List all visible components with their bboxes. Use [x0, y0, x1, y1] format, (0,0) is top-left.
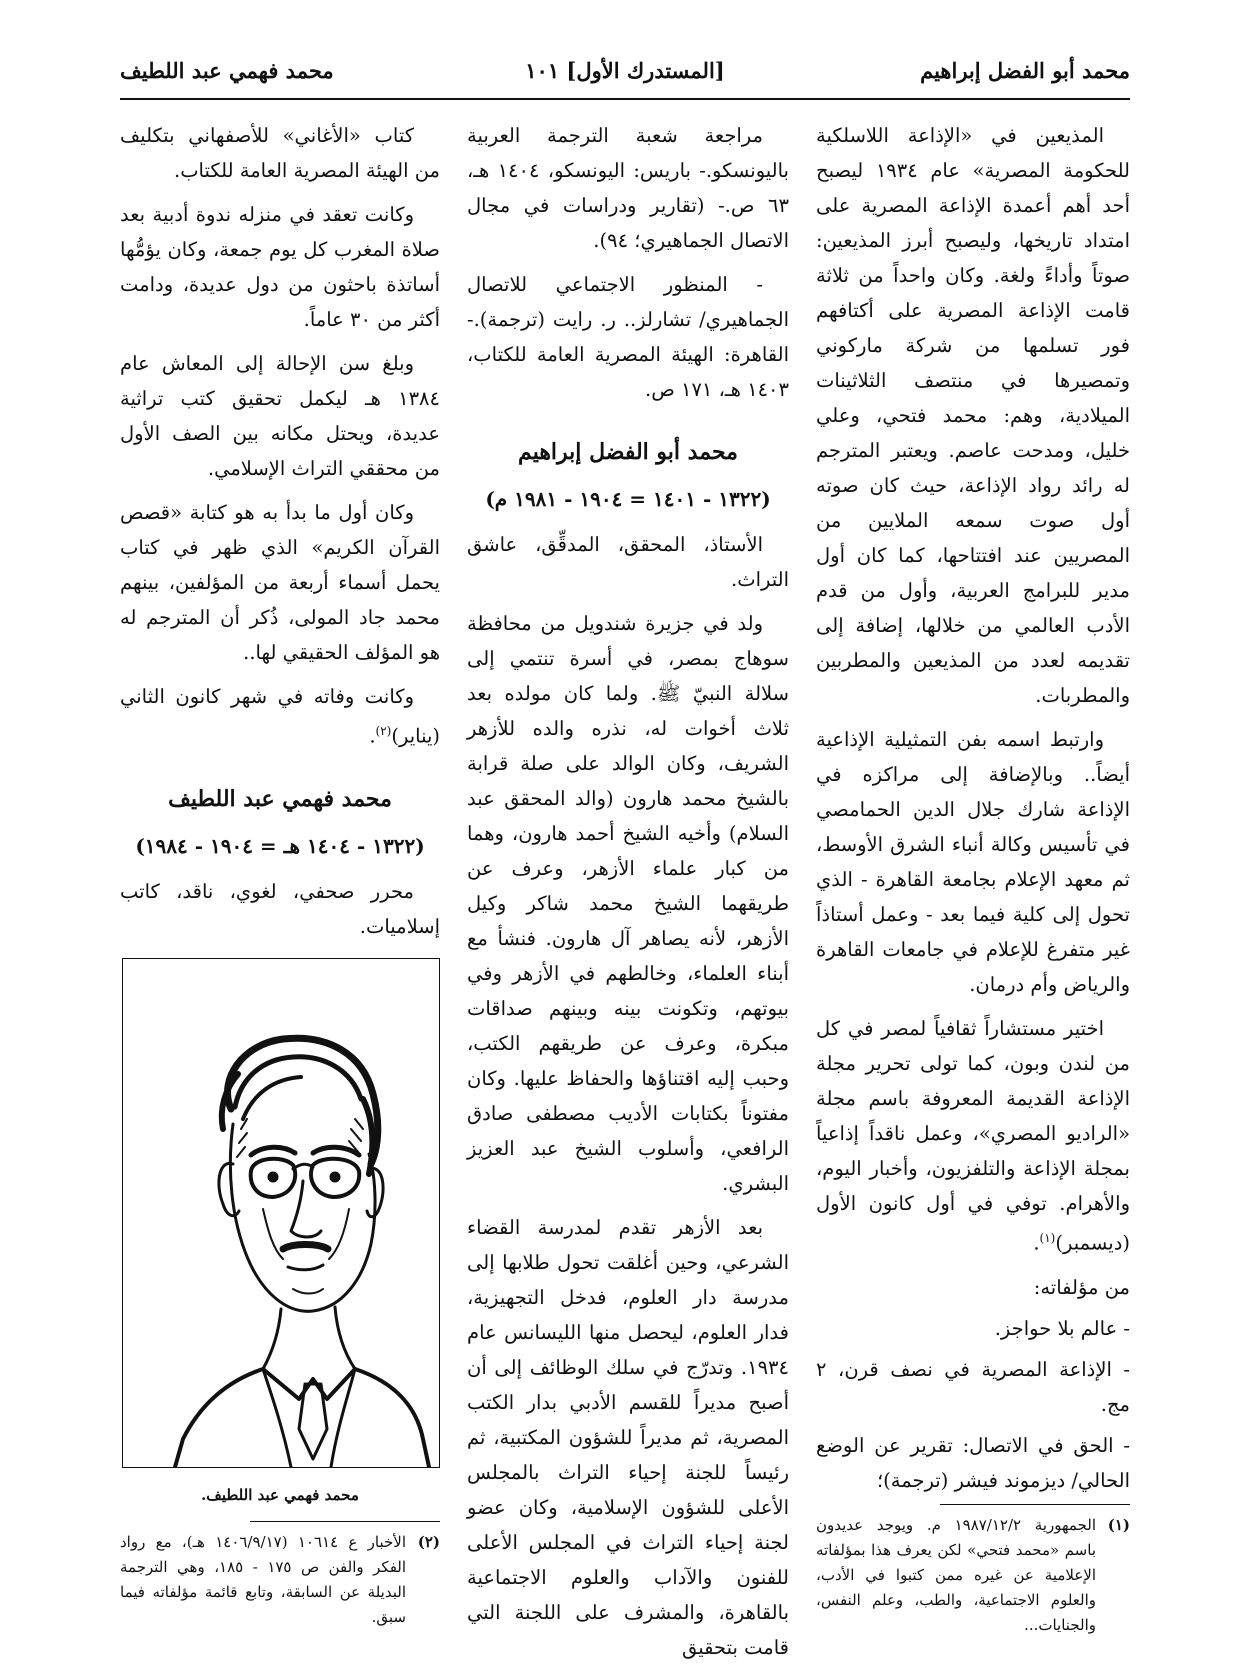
footnote-rule — [940, 1504, 1130, 1505]
paragraph — [816, 1011, 1130, 1261]
works-item: - الإذاعة المصرية في نصف قرن، ٢ مج. — [816, 1357, 1130, 1416]
column-left — [120, 118, 440, 1630]
portrait-sketch — [123, 959, 439, 1467]
biography-dates: (١٣٢٢ - ١٤٠٤ هـ = ١٩٠٤ - ١٩٨٤) — [135, 833, 425, 858]
header-center-volume-page: [المستدرك الأول] ١٠١ — [525, 58, 725, 83]
column-middle — [467, 118, 789, 1674]
works-label: من مؤلفاته: — [1033, 1275, 1130, 1299]
biography-dates: (١٣٢٢ - ١٤٠١ = ١٩٠٤ - ١٩٨١ م) — [485, 487, 771, 511]
portrait-illustration — [122, 958, 440, 1468]
paragraph: وارتبط اسمه بفن التمثيلية الإذاعية أيضاً.. وبالإضافة إلى مراكزه في الإذاعة شارك جلال الدين الحمامصي في تأسيس وكالة أنباء الشرق الأوسط، ثم معهد الإعلام بجامعة القاهرة - الذي تحول إلى كلية فيما بعد - وعمل أستاذاً غير متفرغ للإعلام في جامعات القاهرة والرياض وأم درمان. — [816, 728, 1130, 996]
footnote-number: (٢) — [417, 1532, 440, 1551]
portrait-caption: محمد فهمي عبد اللطيف. — [201, 1485, 359, 1504]
biography-title: محمد أبو الفضل إبراهيم — [518, 439, 738, 465]
footnote-rule — [250, 1521, 440, 1522]
paragraph: وبلغ سن الإحالة إلى المعاش عام ١٣٨٤ هـ ليكمل تحقيق كتب تراثية عديدة، ويحتل مكانه بين الصف الأول من محققي التراث الإسلامي. — [120, 352, 440, 480]
paragraph-text: اختير مستشاراً ثقافياً لمصر في كل من لندن وبون، كما تولى تحرير مجلة الإذاعة القديمة المعروفة باسم مجلة «الراديو المصري»، وعمل ناقداً إذاعياً بمجلة الإذاعة والتلفزيون، وأخبار اليوم، والأهرام. توفي في أول كانون الأول (ديسمبر) — [816, 1017, 1130, 1255]
column-right — [816, 118, 1130, 1638]
paragraph: - المنظور الاجتماعي للاتصال الجماهيري/ تشارلز.. ر. رايت (ترجمة).- القاهرة: الهيئة المصرية العامة للكتاب، ١٤٠٣ هـ، ١٧١ ص. — [467, 273, 789, 401]
paragraph: مراجعة شعبة الترجمة العربية باليونسكو.- باريس: اليونسكو، ١٤٠٤ هـ، ٦٣ ص.- (تقارير ودراسات في مجال الاتصال الجماهيري؛ ٩٤). — [467, 124, 789, 252]
works-item: - عالم بلا حواجز. — [994, 1316, 1130, 1340]
paragraph-end: . — [1033, 1231, 1040, 1255]
page-header — [120, 58, 1130, 98]
paragraph: وكانت تعقد في منزله ندوة أدبية بعد صلاة المغرب كل يوم جمعة، وكان يؤمُّها أساتذة باحثون من دول عديدة، ودامت أكثر من ٣٠ عاماً. — [120, 203, 440, 331]
footnote-ref: (١) — [1039, 1231, 1056, 1245]
header-right-title: محمد أبو الفضل إبراهيم — [920, 58, 1130, 83]
paragraph-end: . — [369, 724, 376, 748]
footnote-ref: (٢) — [375, 724, 392, 738]
paragraph: المذيعين في «الإذاعة اللاسلكية للحكومة المصرية» عام ١٩٣٤ ليصبح أحد أهم أعمدة الإذاعة المصرية على امتداد تاريخها، وليصبح أبرز المذيعين: صوتاً وأداءً ولغة. وكان واحداً من ثلاثة قامت الإذاعة المصرية على أكتافهم فور تسلمها من شركة ماركوني وتمصيرها في منتصف الثلاثينات الميلادية، وهم: محمد فتحي، وعلي خليل، ومدحت عاصم. ويعتبر المترجم له رائد رواد الإذاعة، حيث كان صوته أول صوت سمعه الملايين من المصريين عند افتتاحها، كما كان أول مدير للبرامج العربية، وأول من قدم الأدب العالمي من خلالها، إضافة إلى تقديمه لعدد من المذيعين والمطربين والمطربات. — [816, 124, 1131, 707]
paragraph-text: وكانت وفاته في شهر كانون الثاني (يناير) — [120, 685, 440, 748]
paragraph: محرر صحفي، لغوي، ناقد، كاتب إسلاميات. — [120, 879, 440, 938]
paragraph: الأستاذ، المحقق، المدقِّق، عاشق التراث. — [467, 533, 789, 591]
paragraph: بعد الأزهر تقدم لمدرسة القضاء الشرعي، وحين أغلقت تحول طلابها إلى مدرسة دار العلوم، فدخل التجهيزية، فدار العلوم، ليحصل منها الليسانس عام ١٩٣٤. وتدرّج في سلك الوظائف إلى أن أصبح مديراً للقسم الأدبي بدار الكتب المصرية، ثم مديراً للشؤون المكتبية، ثم رئيساً للجنة إحياء التراث بالمجلس الأعلى للشؤون الإسلامية، وكان عضو لجنة إحياء التراث في المجلس الأعلى للفنون والآداب والعلوم الاجتماعية بالقاهرة، والمشرف على اللجنة التي قامت بتحقيق — [467, 1216, 789, 1659]
footnote-number: (١) — [1107, 1515, 1130, 1534]
footnote-text: الأخبار ع ١٠٦١٤ (١٤٠٦/٩/١٧ هـ)، مع رواد الفكر والفن ص ١٧٥ - ١٨٥، وهي الترجمة البديلة عن السابقة، وتابع قائمة مؤلفاته فيما سبق. — [120, 1532, 407, 1626]
paragraph: ولد في جزيرة شندويل من محافظة سوهاج بمصر، في أسرة تنتمي إلى سلالة النبيّ ﷺ. ولما كان مولده بعد ثلاث أخوات له، نذره والده للأزهر الشريف، وكان الوالد على صلة قرابة بالشيخ محمد هارون (والد المحقق عبد السلام) وأخيه الشيخ أحمد هارون، وهما من كبار علماء الأزهر، وعرف عن طريقهما الشيخ محمد شاكر وكيل الأزهر، لأنه يصاهر آل هارون. فنشأ مع أبناء العلماء، وخالطهم في الأزهر وفي بيوتهم، وتكونت بينه وبينهم صداقات مبكرة، وعرف عن طريقهم الكتب، وحبب إليه اقتناؤها والحفاظ عليها. وكان مفتوناً بكتابات الأديب مصطفى صادق الرافعي، وأسلوب الشيخ عبد العزيز البشري. — [467, 612, 789, 1195]
footnote-text: الجمهورية ١٩٨٧/١٢/٢ م. ويوجد عديدون باسم «محمد فتحي» لكن يعرف هذا بمؤلفاته الإعلامية عن غيره ممن كتبوا في الأدب، والعلوم الاجتماعية، والطب، وعلم النفس، والجنايات... — [816, 1515, 1096, 1634]
header-rule — [120, 98, 1130, 100]
paragraph: وكان أول ما بدأ به هو كتابة «قصص القرآن الكريم» الذي ظهر في كتاب يحمل أسماء أربعة من المؤلفين، بينهم محمد جاد المولى، ذُكر أن المترجم له هو المؤلف الحقيقي لها.. — [120, 501, 440, 664]
footnote — [816, 1513, 1130, 1638]
header-left-title: محمد فهمي عبد اللطيف — [120, 58, 334, 83]
biography-title: محمد فهمي عبد اللطيف — [168, 785, 392, 812]
footnote — [120, 1530, 440, 1630]
paragraph: كتاب «الأغاني» للأصفهاني بتكليف من الهيئة المصرية العامة للكتاب. — [120, 124, 440, 182]
paragraph — [120, 679, 440, 754]
works-item: - الحق في الاتصال: تقرير عن الوضع الحالي/ ديزموند فيشر (ترجمة)؛ — [816, 1433, 1130, 1492]
